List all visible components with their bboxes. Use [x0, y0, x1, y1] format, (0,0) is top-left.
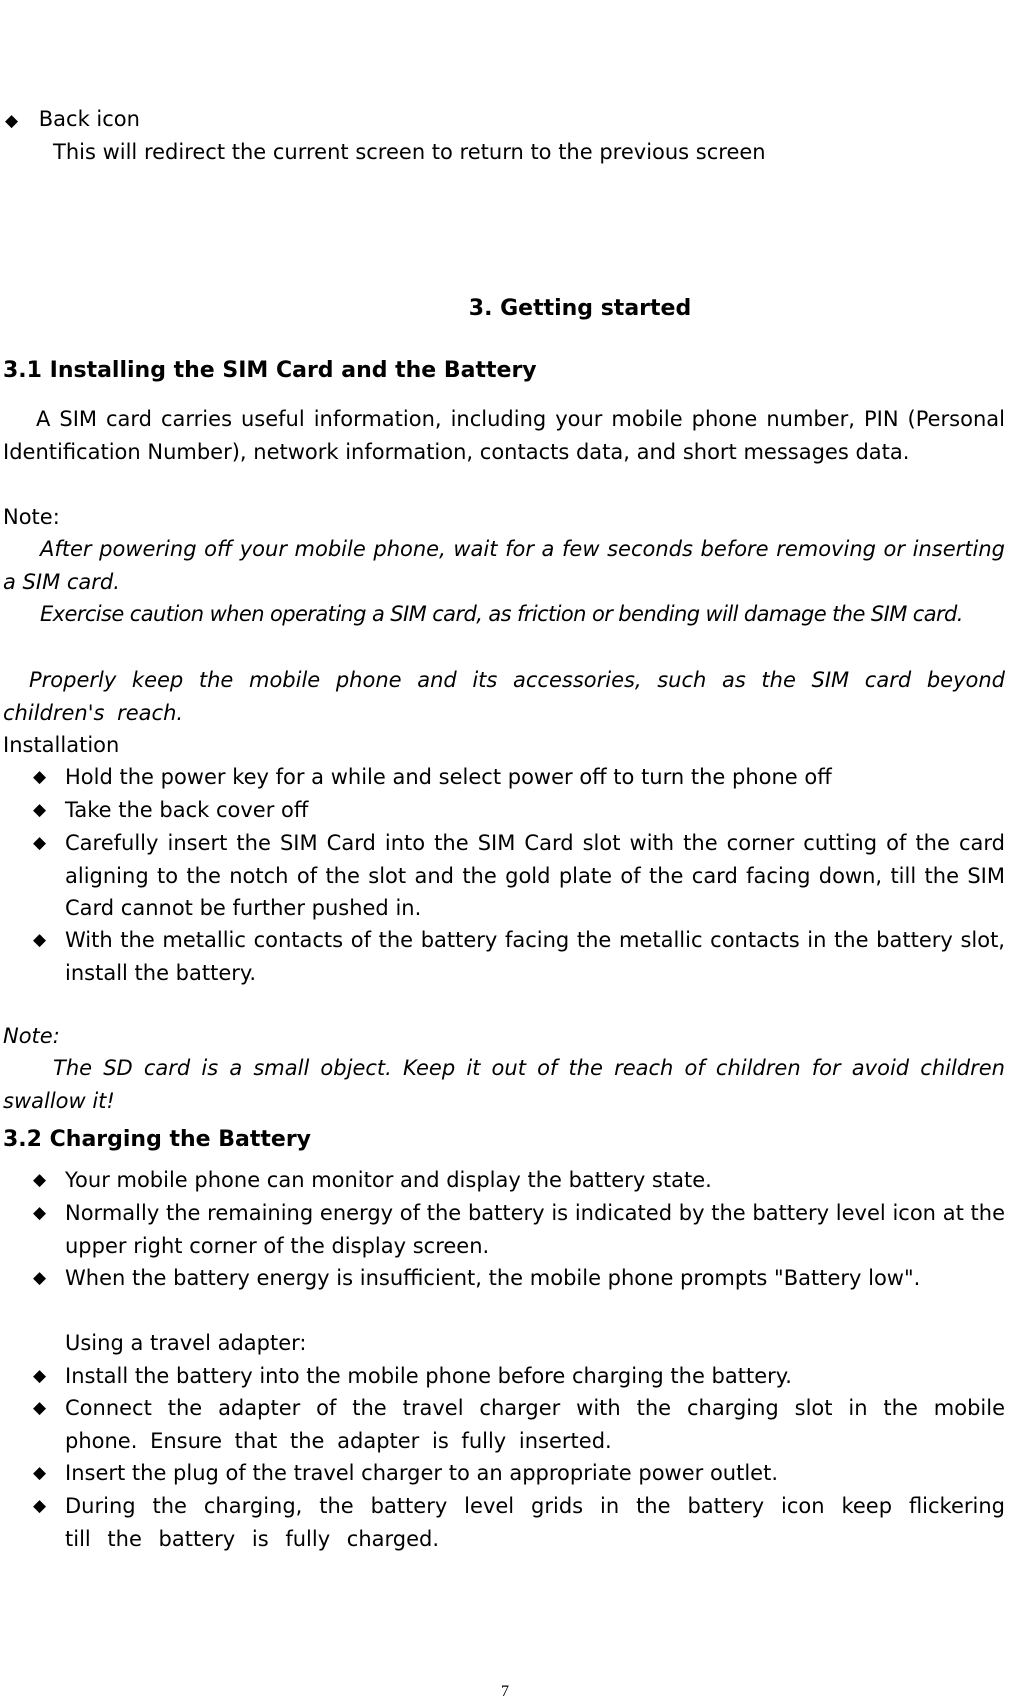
installation-label: Installation — [3, 733, 120, 757]
note-label: Note: — [3, 505, 60, 529]
list-item — [33, 1164, 1005, 1197]
diamond-bullet-icon: ◆ — [33, 1463, 47, 1483]
diamond-bullet-icon: ◆ — [33, 1268, 47, 1288]
list-item — [33, 924, 1005, 989]
diamond-bullet-icon: ◆ — [33, 1203, 47, 1223]
list-item — [33, 1457, 1005, 1490]
diamond-bullet-icon: ◆ — [33, 767, 47, 787]
diamond-bullet-icon: ◆ — [33, 1170, 47, 1190]
note-item: After powering off your mobile phone, wait for a few seconds before removing or inserting a SIM card. — [3, 537, 1005, 594]
list-item-text: Insert the plug of the travel charger to an appropriate power outlet. — [65, 1461, 779, 1485]
diamond-bullet-icon: ◆ — [33, 833, 47, 853]
list-item-text: During the charging, the battery level grids in the battery icon keep flickering till the battery is fully charged. — [65, 1494, 1005, 1551]
back-icon-description: This will redirect the current screen to return to the previous screen — [53, 140, 766, 164]
diamond-bullet-icon: ◆ — [33, 930, 47, 950]
list-item-text: Hold the power key for a while and select power off to turn the phone off — [65, 765, 832, 789]
chapter-title: 3. Getting started — [468, 296, 692, 321]
note-item: Exercise caution when operating a SIM card, as friction or bending will damage the SIM card. — [40, 602, 963, 626]
list-item — [33, 1392, 1005, 1457]
back-icon-item — [5, 103, 1007, 138]
list-item-text: Normally the remaining energy of the battery is indicated by the battery level icon at the upper right corner of the display screen. — [65, 1201, 1005, 1258]
list-item-text: With the metallic contacts of the battery facing the metallic contacts in the battery slot, install the battery. — [65, 928, 1005, 985]
list-item-text: When the battery energy is insufficient, the mobile phone prompts "Battery low". — [65, 1266, 921, 1290]
list-item — [33, 1360, 1005, 1393]
list-item — [33, 1490, 1005, 1555]
sim-card-paragraph: A SIM card carries useful information, including your mobile phone number, PIN (Personal Identification Number), network information, contacts data, and short messages data. — [3, 407, 1005, 464]
diamond-bullet-icon: ◆ — [33, 800, 47, 820]
list-item — [33, 794, 1005, 827]
page-number: 7 — [501, 1683, 509, 1700]
list-item-text: Take the back cover off — [65, 798, 309, 822]
list-item-text: Carefully insert the SIM Card into the SIM Card slot with the corner cutting of the card aligning to the notch of the slot and the gold plate of the card facing down, till the SIM Card cannot be further pushed in. — [65, 831, 1005, 921]
list-item-text: Connect the adapter of the travel charger with the charging slot in the mobile phone. Ensure that the adapter is fully inserted. — [65, 1396, 1005, 1453]
note-label: Note: — [3, 1024, 60, 1048]
list-item — [33, 1197, 1005, 1262]
diamond-bullet-icon: ◆ — [33, 1496, 47, 1516]
section-heading-3-1: 3.1 Installing the SIM Card and the Battery — [3, 358, 537, 383]
list-item — [33, 1262, 1005, 1295]
travel-adapter-label-text: Using a travel adapter: — [65, 1331, 307, 1355]
travel-adapter-label — [33, 1327, 1005, 1360]
diamond-bullet-icon: ◆ — [5, 111, 19, 131]
section-heading-3-2: 3.2 Charging the Battery — [3, 1127, 312, 1152]
list-item — [33, 827, 1005, 925]
sd-card-note: The SD card is a small object. Keep it out of the reach of children for avoid children swallow it! — [3, 1056, 1005, 1113]
note-item: Properly keep the mobile phone and its accessories, such as the SIM card beyond children's reach. — [3, 668, 1005, 725]
list-item — [33, 761, 1005, 794]
diamond-bullet-icon: ◆ — [33, 1398, 47, 1418]
list-item-text: Install the battery into the mobile phone before charging the battery. — [65, 1364, 792, 1388]
list-item-text: Your mobile phone can monitor and display the battery state. — [65, 1168, 712, 1192]
back-icon-title: Back icon — [38, 107, 140, 131]
diamond-bullet-icon: ◆ — [33, 1366, 47, 1386]
